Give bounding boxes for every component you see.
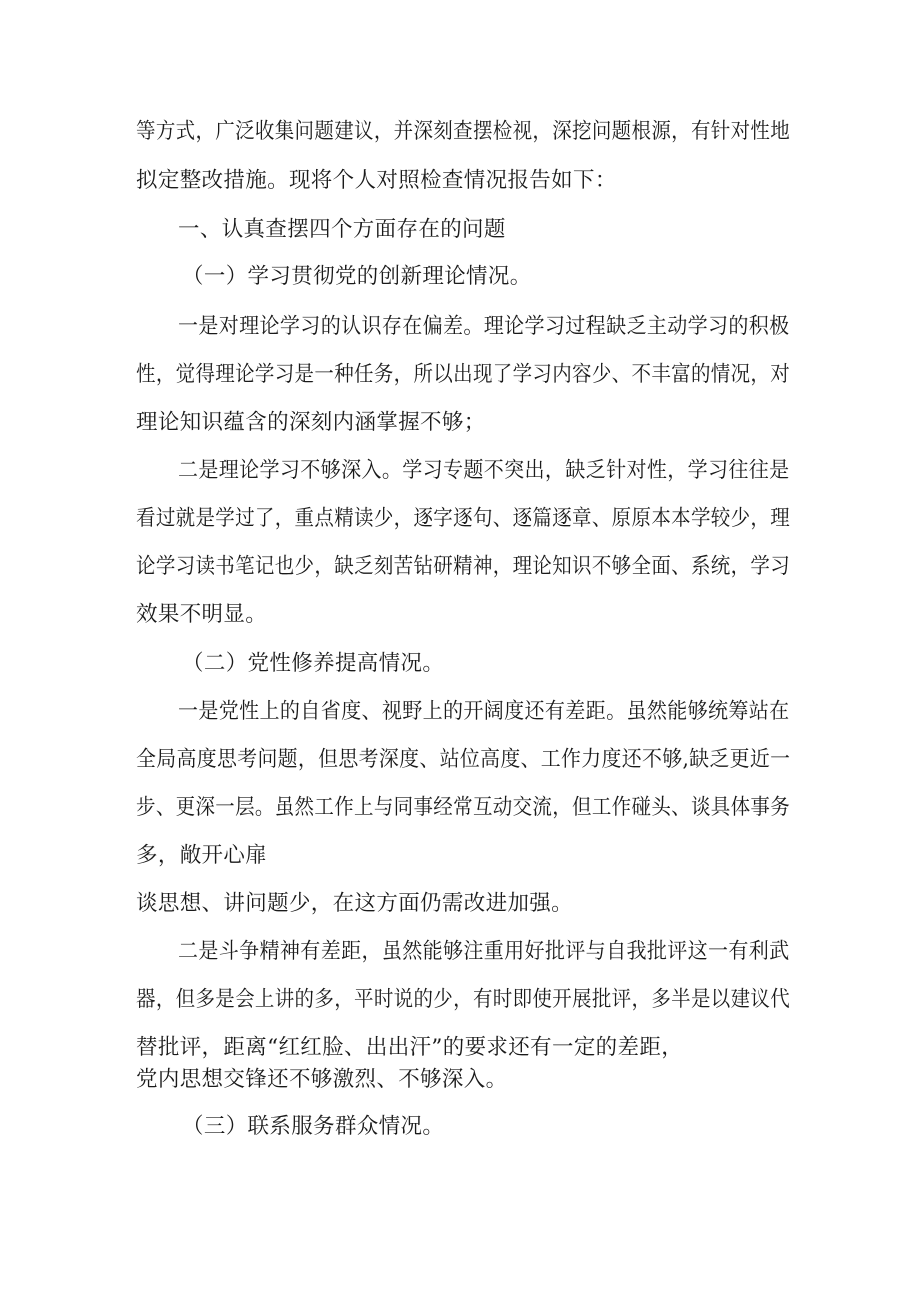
subsection-heading: （二）党性修养提高情况。 [182,651,445,676]
subsection-heading: （三）联系服务群众情况。 [182,1114,445,1139]
body-line: 党内思想交锋还不够激烈、不够深入。 [136,1067,508,1092]
body-line: 一是对理论学习的认识存在偏差。理论学习过程缺乏主动学习的积极 [178,314,790,339]
body-line: 谈思想、讲问题少，在这方面仍需改进加强。 [136,891,574,916]
body-line: 理论知识蕴含的深刻内涵掌握不够； [136,410,486,435]
body-line: 器，但多是会上讲的多，平时说的少，有时即使开展批评，多半是以建议代 [136,987,791,1012]
section-heading: 一、认真查摆四个方面存在的问题 [178,217,506,242]
body-line: 多，敞开心扉 [136,843,268,868]
subsection-heading: （一）学习贯彻党的创新理论情况。 [182,264,532,289]
body-line: 效果不明显。 [136,602,268,627]
body-line: 论学习读书笔记也少，缺乏刻苦钻研精神，理论知识不够全面、系统，学习 [136,554,791,579]
body-line: 一是党性上的自省度、视野上的开阔度还有差距。虽然能够统筹站在 [178,699,790,724]
body-line: 看过就是学过了，重点精读少，逐字逐句、逐篇逐章、原原本本学较少，理 [136,506,791,531]
body-line: 等方式，广泛收集问题建议，并深刻查摆检视，深挖问题根源，有针对性地 [136,119,791,144]
body-line: 二是理论学习不够深入。学习专题不突出，缺乏针对性，学习往往是 [178,458,790,483]
body-line: 性，觉得理论学习是一种任务，所以出现了学习内容少、不丰富的情况，对 [136,362,791,387]
body-line: 步、更深一层。虽然工作上与同事经常互动交流，但工作碰头、谈具体事务 [136,795,791,820]
body-line: 全局高度思考问题，但思考深度、站位高度、工作力度还不够,缺乏更近一 [136,747,791,772]
body-line: 二是斗争精神有差距，虽然能够注重用好批评与自我批评这一有利武 [178,939,790,964]
body-line: 替批评，距离“红红脸、出出汗”的要求还有一定的差距， [136,1035,684,1060]
body-line: 拟定整改措施。现将个人对照检查情况报告如下： [136,168,617,193]
